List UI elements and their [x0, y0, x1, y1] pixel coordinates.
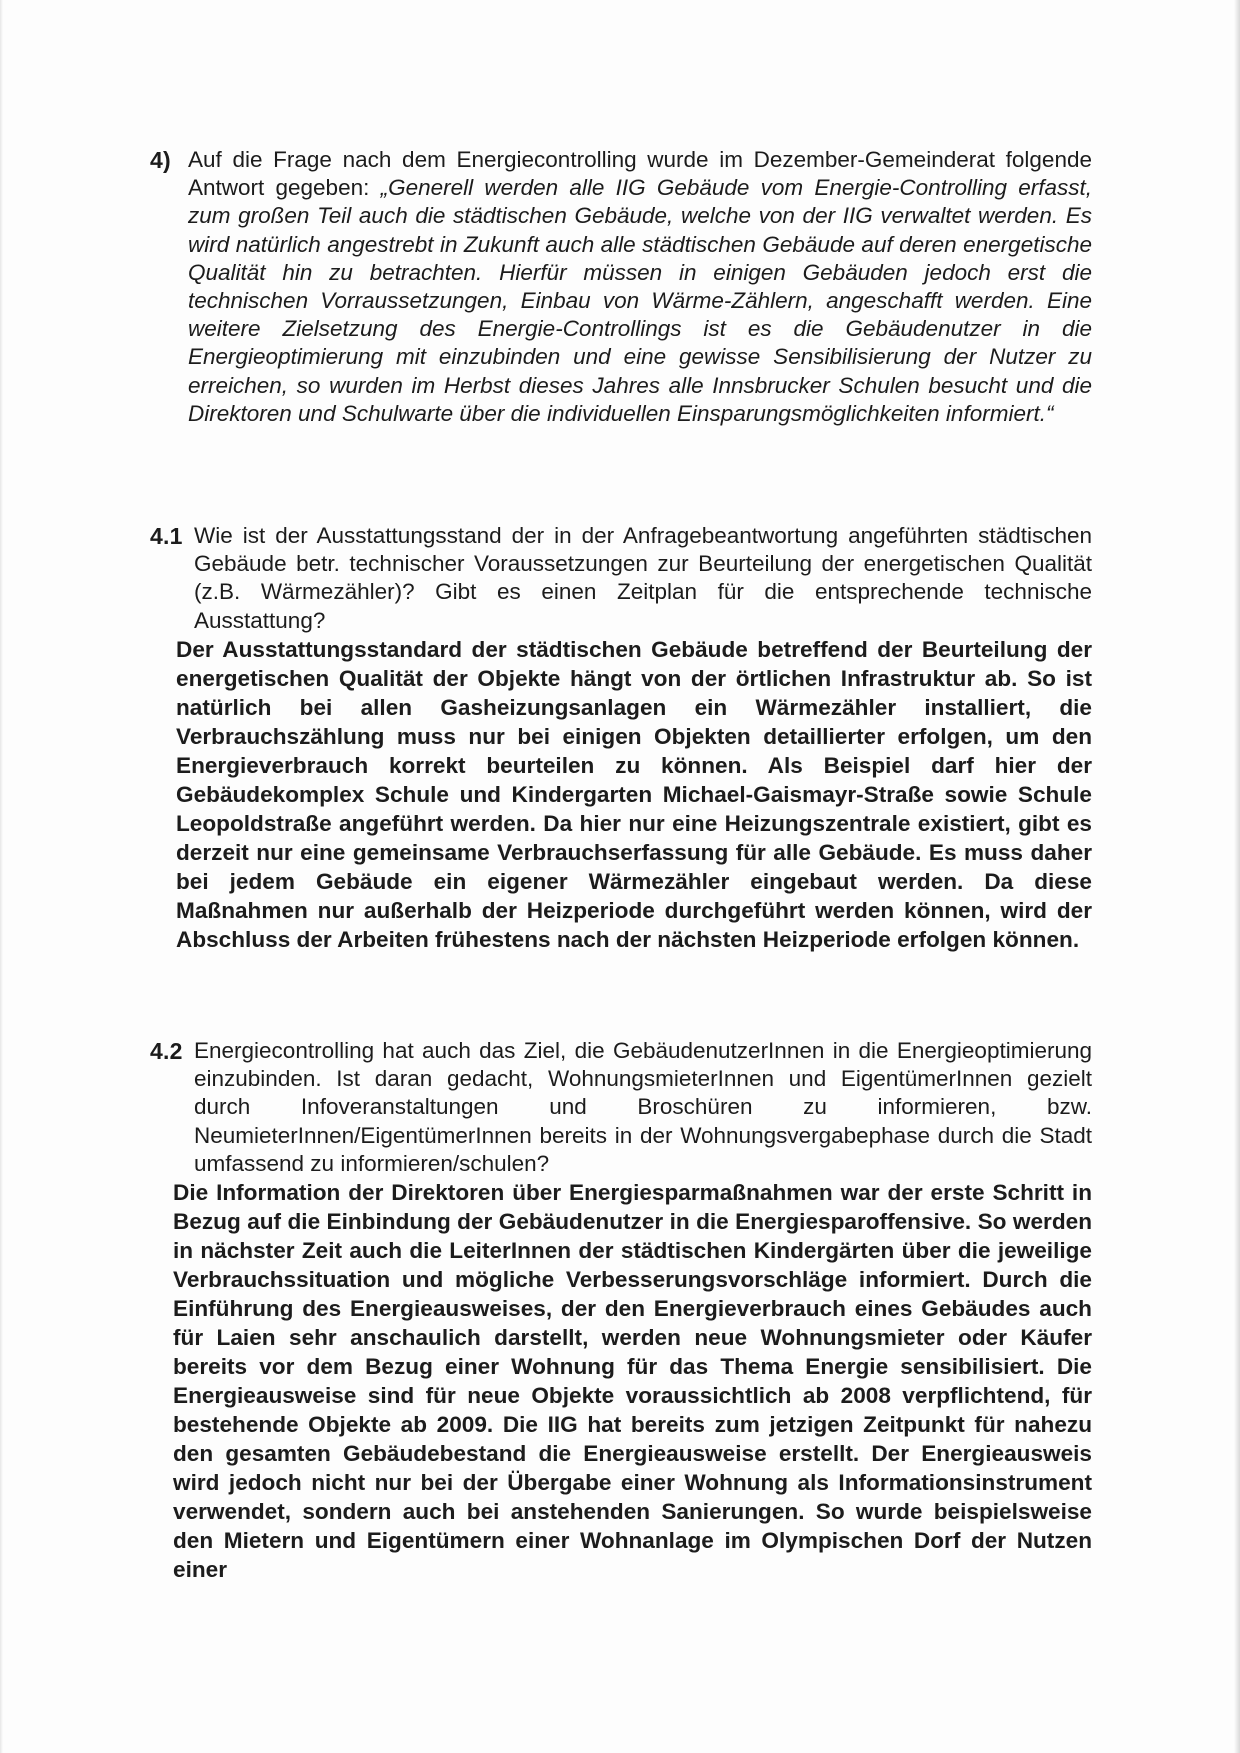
- section-4-2-question-item: [150, 1037, 1092, 1178]
- section-4: [150, 146, 1092, 428]
- section-4-2-answer: Die Information der Direktoren über Energiesparmaßnahmen war der erste Schritt in Bezug auf die Einbindung der Gebäudenutzer in die Energiesparoffensive. So werden in nächster Zeit auch die LeiterInnen der städtischen Kindergärten über die jeweilige Verbrauchssituation und mögliche Verbesserungsvorschläge informiert. Durch die Einführung des Energieausweises, der den Energieverbrauch eines Gebäudes auch für Laien sehr anschaulich darstellt, werden neue Wohnungsmieter oder Käufer bereits vor dem Bezug einer Wohnung für das Thema Energie sensibilisiert. Die Energieausweise sind für neue Objekte voraussichtlich ab 2008 verpflichtend, für bestehende Objekte ab 2009. Die IIG hat bereits zum jetzigen Zeitpunkt für nahezu den gesamten Gebäudebestand die Energieausweise erstellt. Der Energieausweis wird jedoch nicht nur bei der Übergabe einer Wohnung als Informationsinstrument verwendet, sondern auch bei anstehenden Sanierungen. So wurde beispielsweise den Mietern und Eigentümern einer Wohnanlage im Olympischen Dorf der Nutzen einer: [173, 1180, 1092, 1583]
- section-4-2-question: Energiecontrolling hat auch das Ziel, die GebäudenutzerInnen in die Energieoptimierung einzubinden. Ist daran gedacht, WohnungsmieterInnen und EigentümerInnen gezielt durch Infoveranstaltungen und Broschüren zu informieren, bzw. NeumieterInnen/EigentümerInnen bereits in der Wohnungsvergabephase durch die Stadt umfassend zu informieren/schulen?: [194, 1038, 1092, 1176]
- section-4-number: 4): [150, 147, 171, 173]
- section-4-question: [188, 146, 1092, 428]
- section-4-1-question: Wie ist der Ausstattungsstand der in der Anfragebeantwortung angeführten städtischen Gebäude betr. technischer Voraussetzungen zur Beurteilung der energetischen Qualität (z.B. Wärmezähler)? Gibt es einen Zeitplan für die entsprechende technische Ausstattung?: [194, 523, 1092, 633]
- scan-edge-left: [0, 0, 3, 1753]
- section-4-1-answer: Der Ausstattungsstandard der städtischen Gebäude betreffend der Beurteilung der energetischen Qualität der Objekte hängt von der örtlichen Infrastruktur ab. So ist natürlich bei allen Gasheizungsanlagen ein Wärmezähler installiert, die Verbrauchszählung muss nur bei einigen Objekten detaillierter erfolgen, um den Energieverbrauch korrekt beurteilen zu können. Als Beispiel darf hier der Gebäudekomplex Schule und Kindergarten Michael-Gaismayr-Straße sowie Schule Leopoldstraße angeführt werden. Da hier nur eine Heizungszentrale existiert, gibt es derzeit nur eine gemeinsame Verbrauchserfassung für alle Gebäude. Es muss daher bei jedem Gebäude ein eigener Wärmezähler eingebaut werden. Da diese Maßnahmen nur außerhalb der Heizperiode durchgeführt werden können, wird der Abschluss der Arbeiten frühestens nach der nächsten Heizperiode erfolgen können.: [176, 636, 1092, 952]
- section-4-1-answer-wrap: [150, 635, 1092, 954]
- section-4-2-number: 4.2: [150, 1038, 183, 1064]
- section-4-1-question-item: [150, 522, 1092, 635]
- section-4-1: [150, 522, 1092, 954]
- section-4-2: [150, 1037, 1092, 1584]
- section-4-question-quote: „Generell werden alle IIG Gebäude vom Energie-Controlling erfasst, zum großen Teil auch die städtischen Gebäude, welche von der IIG verwaltet werden. Es wird natürlich angestrebt in Zukunft auch alle städtischen Gebäude auf deren energetische Qualität hin zu betrachten. Hierfür müssen in einigen Gebäuden jedoch erst die technischen Vorraussetzungen, Einbau von Wärme-Zählern, angeschafft werden. Eine weitere Zielsetzung des Energie-Controllings ist es die Gebäudenutzer in die Energieoptimierung mit einzubinden und eine gewisse Sensibilisierung der Nutzer zu erreichen, so wurden im Herbst dieses Jahres alle Innsbrucker Schulen besucht und die Direktoren und Schulwarte über die individuellen Einsparungsmöglichkeiten informiert.“: [188, 175, 1092, 426]
- section-4-question-item: [150, 146, 1092, 428]
- section-4-question-intro: Auf die Frage nach dem Energiecontrolling wurde im Dezember-Gemeinderat folgende Antwort gegeben:: [188, 147, 1092, 201]
- section-4-1-number: 4.1: [150, 523, 183, 549]
- scan-edge-right: [1234, 0, 1240, 1753]
- section-4-2-answer-wrap: [150, 1178, 1092, 1584]
